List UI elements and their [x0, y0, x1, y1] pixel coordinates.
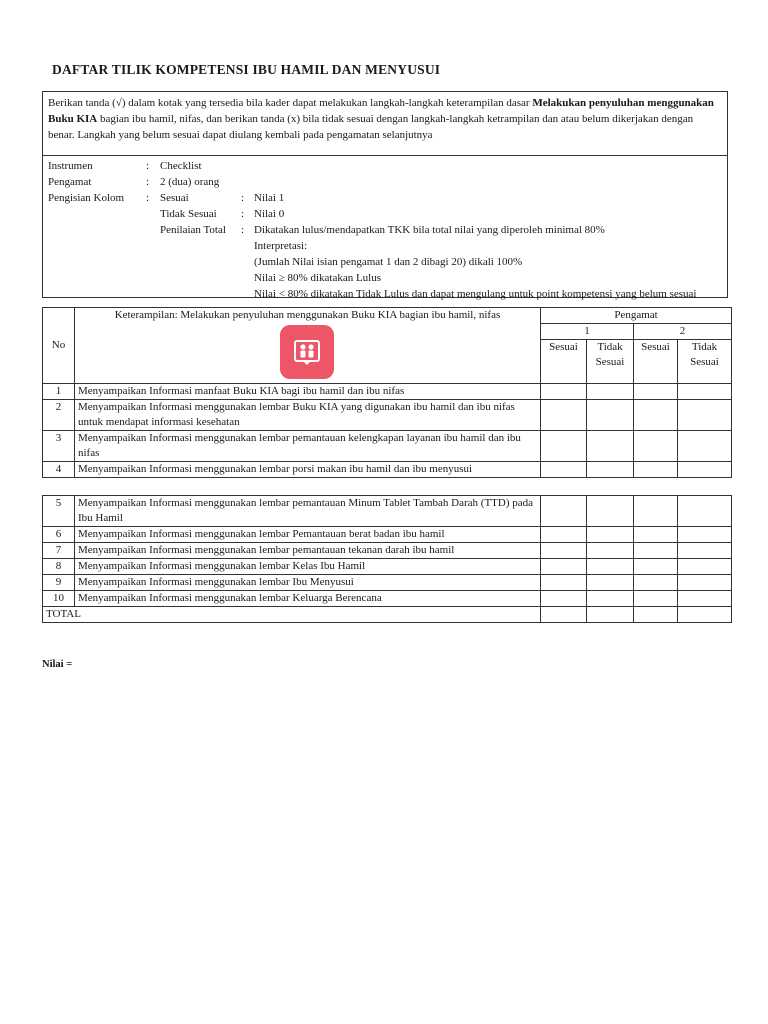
row-number: 9: [43, 575, 75, 591]
check-cell[interactable]: [678, 384, 732, 400]
penilaian-line: Dikatakan lulus/mendapatkan TKK bila total nilai yang diperoleh minimal 80%: [254, 224, 605, 236]
penilaian-line: Interpretasi:: [254, 240, 308, 252]
row-text: Menyampaikan Informasi menggunakan lembar pemantauan kelengkapan layanan ibu hamil dan ibu nifas: [75, 431, 541, 462]
check-cell[interactable]: [541, 462, 587, 478]
table-row: [43, 431, 732, 462]
check-cell[interactable]: [541, 496, 587, 527]
sesuai-value: Nilai 1: [254, 192, 285, 204]
colon: :: [146, 192, 150, 204]
tidak-sesuai-header: Tidak Sesuai: [678, 340, 732, 384]
table-row: [43, 462, 732, 478]
penilaian-line: Nilai < 80% dikatakan Tidak Lulus dan dapat mengulang untuk point kompetensi yang belum sesuai: [254, 288, 697, 300]
tidak-sesuai-header: Tidak Sesuai: [587, 340, 634, 384]
check-cell[interactable]: [634, 559, 678, 575]
check-cell[interactable]: [634, 400, 678, 431]
check-cell[interactable]: [634, 527, 678, 543]
check-cell[interactable]: [678, 462, 732, 478]
check-cell[interactable]: [587, 527, 634, 543]
row-text: Menyampaikan Informasi manfaat Buku KIA bagi ibu hamil dan ibu nifas: [75, 384, 541, 400]
total-row: [43, 607, 732, 623]
pengamat-value: 2 (dua) orang: [160, 176, 220, 188]
row-number: 4: [43, 462, 75, 478]
check-cell[interactable]: [634, 384, 678, 400]
check-cell[interactable]: [678, 575, 732, 591]
check-cell[interactable]: [634, 462, 678, 478]
table-row: [43, 384, 732, 400]
tidak-sesuai-label: Tidak Sesuai: [160, 208, 217, 220]
nilai-label: Nilai =: [42, 659, 73, 670]
check-cell[interactable]: [634, 431, 678, 462]
table-row: [43, 543, 732, 559]
info-box: [42, 155, 728, 298]
check-cell[interactable]: [587, 607, 634, 623]
check-cell[interactable]: [541, 591, 587, 607]
instruction-text-1: Berikan tanda (√) dalam kotak yang tersedia bila kader dapat melakukan langkah-langkah keterampilan dasar: [48, 97, 533, 109]
sesuai-label: Sesuai: [160, 192, 189, 204]
check-cell[interactable]: [678, 543, 732, 559]
row-number: 2: [43, 400, 75, 431]
colon: :: [146, 160, 150, 172]
check-cell[interactable]: [634, 575, 678, 591]
row-text: Menyampaikan Informasi menggunakan lembar Buku KIA yang digunakan ibu hamil dan ibu nifas untuk mendapat informasi kesehatan: [75, 400, 541, 431]
check-cell[interactable]: [634, 607, 678, 623]
penilaian-label: Penilaian Total: [160, 224, 226, 236]
check-cell[interactable]: [634, 496, 678, 527]
penilaian-line: (Jumlah Nilai isian pengamat 1 dan 2 dibagi 20) dikali 100%: [254, 256, 523, 268]
instruction-text-2: bagian ibu hamil, nifas, dan berikan tanda (x) bila tidak sesuai dengan langkah-langkah ketrampilan dan atau belum dikerjakan dengan benar. Langkah yang belum sesuai dapat diulang kembali pada pengamatan selanjutnya: [48, 113, 694, 141]
row-text: Menyampaikan Informasi menggunakan lembar Kelas Ibu Hamil: [75, 559, 541, 575]
table-row: [43, 559, 732, 575]
check-cell[interactable]: [587, 496, 634, 527]
table-row: [43, 591, 732, 607]
row-text: Menyampaikan Informasi menggunakan lembar Keluarga Berencana: [75, 591, 541, 607]
no-header: No: [43, 308, 75, 384]
check-cell[interactable]: [587, 575, 634, 591]
pengamat-header: Pengamat: [541, 308, 732, 324]
pengisian-label: Pengisian Kolom: [48, 192, 125, 204]
check-cell[interactable]: [587, 559, 634, 575]
check-cell[interactable]: [587, 591, 634, 607]
table-row: [43, 575, 732, 591]
instruction-bold: Melakukan penyuluhan menggunakan Buku KIA: [48, 97, 714, 125]
row-number: 7: [43, 543, 75, 559]
check-cell[interactable]: [634, 543, 678, 559]
instrumen-value: Checklist: [160, 160, 202, 172]
check-cell[interactable]: [587, 431, 634, 462]
check-cell[interactable]: [678, 496, 732, 527]
page-title: DAFTAR TILIK KOMPETENSI IBU HAMIL DAN MENYUSUI: [52, 62, 441, 77]
check-cell[interactable]: [678, 400, 732, 431]
check-cell[interactable]: [587, 543, 634, 559]
colon: :: [146, 176, 150, 188]
row-text: Menyampaikan Informasi menggunakan lembar pemantauan tekanan darah ibu hamil: [75, 543, 541, 559]
check-cell[interactable]: [541, 575, 587, 591]
row-number: 5: [43, 496, 75, 527]
pengamat-label: Pengamat: [48, 176, 92, 188]
row-number: 6: [43, 527, 75, 543]
checklist-table-part1: [42, 307, 732, 478]
colon: :: [241, 208, 245, 220]
sesuai-header: Sesuai: [541, 340, 587, 384]
row-text: Menyampaikan Informasi menggunakan lembar Ibu Menyusui: [75, 575, 541, 591]
check-cell[interactable]: [587, 462, 634, 478]
check-cell[interactable]: [634, 591, 678, 607]
row-text: Menyampaikan Informasi menggunakan lembar pemantauan Minum Tablet Tambah Darah (TTD) pada Ibu Hamil: [75, 496, 541, 527]
colon: :: [241, 192, 245, 204]
row-text: Menyampaikan Informasi menggunakan lembar porsi makan ibu hamil dan ibu menyusui: [75, 462, 541, 478]
instruction-box: [42, 91, 728, 156]
row-number: 3: [43, 431, 75, 462]
colon: :: [241, 224, 245, 236]
table-row: [43, 400, 732, 431]
family-book-icon: [280, 325, 334, 379]
check-cell[interactable]: [587, 400, 634, 431]
check-cell[interactable]: [541, 559, 587, 575]
instrumen-label: Instrumen: [48, 160, 93, 172]
check-cell[interactable]: [678, 591, 732, 607]
check-cell[interactable]: [587, 384, 634, 400]
penilaian-line: Nilai ≥ 80% dikatakan Lulus: [254, 272, 382, 284]
table-row: [43, 527, 732, 543]
tidak-sesuai-value: Nilai 0: [254, 208, 285, 220]
check-cell[interactable]: [541, 607, 587, 623]
check-cell[interactable]: [678, 559, 732, 575]
pengamat-1-header: 1: [541, 324, 634, 340]
check-cell[interactable]: [541, 400, 587, 431]
check-cell[interactable]: [678, 431, 732, 462]
row-number: 8: [43, 559, 75, 575]
check-cell[interactable]: [541, 543, 587, 559]
check-cell[interactable]: [541, 384, 587, 400]
sesuai-header: Sesuai: [634, 340, 678, 384]
table-row: [43, 496, 732, 527]
check-cell[interactable]: [678, 607, 732, 623]
check-cell[interactable]: [678, 527, 732, 543]
row-number: 10: [43, 591, 75, 607]
pengamat-2-header: 2: [634, 324, 732, 340]
total-label: TOTAL: [43, 607, 541, 623]
check-cell[interactable]: [541, 431, 587, 462]
skill-header: Keterampilan: Melakukan penyuluhan menggunakan Buku KIA bagian ibu hamil, nifas: [75, 308, 541, 384]
check-cell[interactable]: [541, 527, 587, 543]
row-text: Menyampaikan Informasi menggunakan lembar Pemantauan berat badan ibu hamil: [75, 527, 541, 543]
checklist-table-part2: [42, 495, 732, 623]
row-number: 1: [43, 384, 75, 400]
